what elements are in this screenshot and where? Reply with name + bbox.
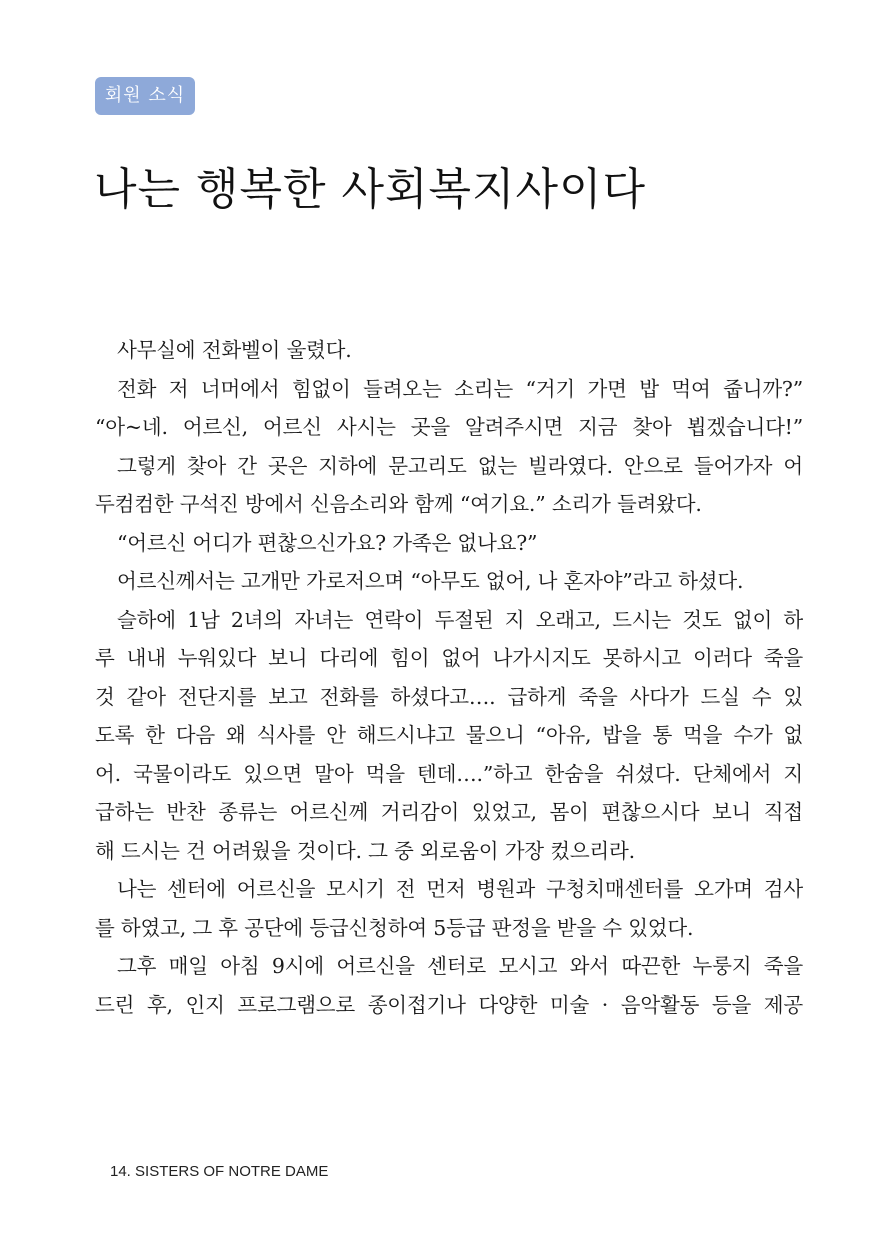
article-line: 어. 국물이라도 있으면 말아 먹을 텐데….”하고 한숨을 쉬셨다. 단체에서 지 [95, 761, 803, 786]
article-line: 전화 저 너머에서 힘없이 들려오는 소리는 “거기 가면 밥 먹여 줍니까?” [117, 376, 803, 401]
article-line: 슬하에 1남 2녀의 자녀는 연락이 두절된 지 오래고, 드시는 것도 없이 하 [117, 607, 803, 632]
article-line: “아~네. 어르신, 어르신 사시는 곳을 알려주시면 지금 찾아 뵙겠습니다!” [95, 415, 803, 439]
article-line: “어르신 어디가 편찮으신가요? 가족은 없나요?” [117, 530, 538, 555]
article-title: 나는 행복한 사회복지사이다 [94, 164, 647, 215]
article-line: 두컴컴한 구석진 방에서 신음소리와 함께 “여기요.” 소리가 들려왔다. [95, 492, 702, 516]
article-line: 를 하였고, 그 후 공단에 등급신청하여 5등급 판정을 받을 수 있었다. [95, 915, 694, 940]
article-line: 해 드시는 건 어려웠을 것이다. 그 중 외로움이 가장 컸으리라. [95, 838, 635, 863]
article-line: 것 같아 전단지를 보고 전화를 하셨다고…. 급하게 죽을 사다가 드실 수 있 [95, 684, 803, 709]
article-line: 나는 센터에 어르신을 모시기 전 먼저 병원과 구청치매센터를 오가며 검사 [117, 877, 803, 901]
article-line: 그후 매일 아침 9시에 어르신을 센터로 모시고 와서 따끈한 누룽지 죽을 [117, 954, 803, 978]
article-line: 루 내내 누워있다 보니 다리에 힘이 없어 나가시지도 못하시고 이러다 죽을 [95, 646, 803, 670]
article-line: 도록 한 다음 왜 식사를 안 해드시냐고 물으니 “아유, 밥을 통 먹을 수가 없 [95, 723, 803, 747]
article-line: 급하는 반찬 종류는 어르신께 거리감이 있었고, 몸이 편찮으시다 보니 직접 [95, 800, 803, 824]
article-line: 사무실에 전화벨이 울렸다. [117, 338, 352, 362]
article-line: 그렇게 찾아 간 곳은 지하에 문고리도 없는 빌라였다. 안으로 들어가자 어 [117, 453, 803, 478]
article-line: 어르신께서는 고개만 가로저으며 “아무도 없어, 나 혼자야”라고 하셨다. [117, 569, 744, 593]
article-line: 드린 후, 인지 프로그램으로 종이접기나 다양한 미술 · 음악활동 등을 제공 [95, 992, 803, 1017]
page-footer: 14. SISTERS OF NOTRE DAME [110, 1163, 329, 1180]
article-body [95, 331, 803, 1024]
category-badge: 회원 소식 [95, 77, 195, 115]
